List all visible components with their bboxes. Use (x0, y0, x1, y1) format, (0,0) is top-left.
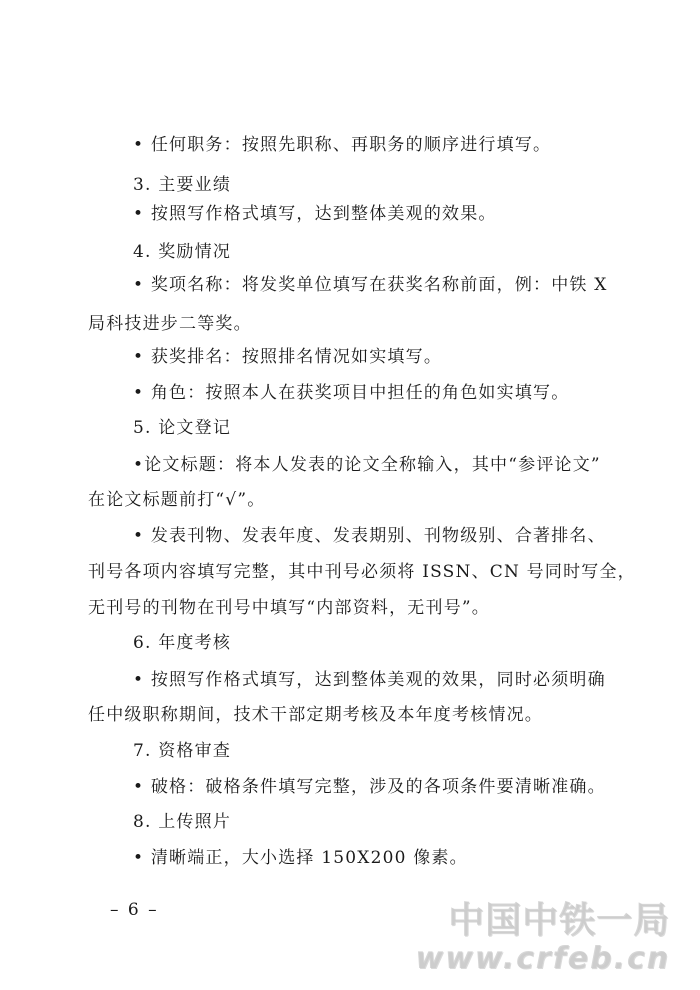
section-heading-3: 3. 主要业绩 (133, 175, 232, 195)
text-line-2: • 按照写作格式填写，达到整体美观的效果。 (133, 204, 497, 224)
watermark-title: 中国中铁一局 (447, 900, 670, 941)
text-line-11: 无刊号的刊物在刊号中填写“内部资料，无刊号”。 (88, 598, 490, 618)
text-line-14: • 破格：破格条件填写完整，涉及的各项条件要清晰准确。 (133, 777, 606, 797)
text-line-7: •论文标题：将本人发表的论文全称输入，其中“参评论文” (133, 455, 601, 475)
text-line-8: 在论文标题前打“√”。 (88, 490, 266, 510)
text-line-10: 刊号各项内容填写完整，其中刊号必须将 ISSN、CN 号同时写全， (88, 562, 636, 582)
text-line-1: • 任何职务：按照先职称、再职务的顺序进行填写。 (133, 135, 552, 155)
text-line-9: • 发表刊物、发表年度、发表期别、刊物级别、合著排名、 (133, 526, 606, 546)
text-line-12: • 按照写作格式填写，达到整体美观的效果，同时必须明确 (133, 670, 606, 690)
section-heading-6: 6. 年度考核 (133, 633, 232, 653)
text-line-13: 任中级职称期间，技术干部定期考核及本年度考核情况。 (88, 705, 543, 725)
text-line-15: • 清晰端正，大小选择 150X200 像素。 (133, 848, 468, 868)
text-line-6: • 角色：按照本人在获奖项目中担任的角色如实填写。 (133, 383, 570, 403)
text-line-5: • 获奖排名：按照排名情况如实填写。 (133, 347, 443, 367)
section-heading-5: 5. 论文登记 (133, 418, 232, 438)
text-line-3: • 奖项名称：将发奖单位填写在获奖名称前面，例：中铁 X (133, 275, 608, 295)
page-number: – 6 – (110, 900, 159, 920)
text-line-4: 局科技进步二等奖。 (88, 314, 252, 334)
section-heading-4: 4. 奖励情况 (133, 242, 232, 262)
watermark-logo (415, 900, 670, 976)
section-heading-7: 7. 资格审查 (133, 741, 232, 761)
watermark-url: www.crfeb.cn (415, 941, 670, 976)
section-heading-8: 8. 上传照片 (133, 812, 232, 832)
